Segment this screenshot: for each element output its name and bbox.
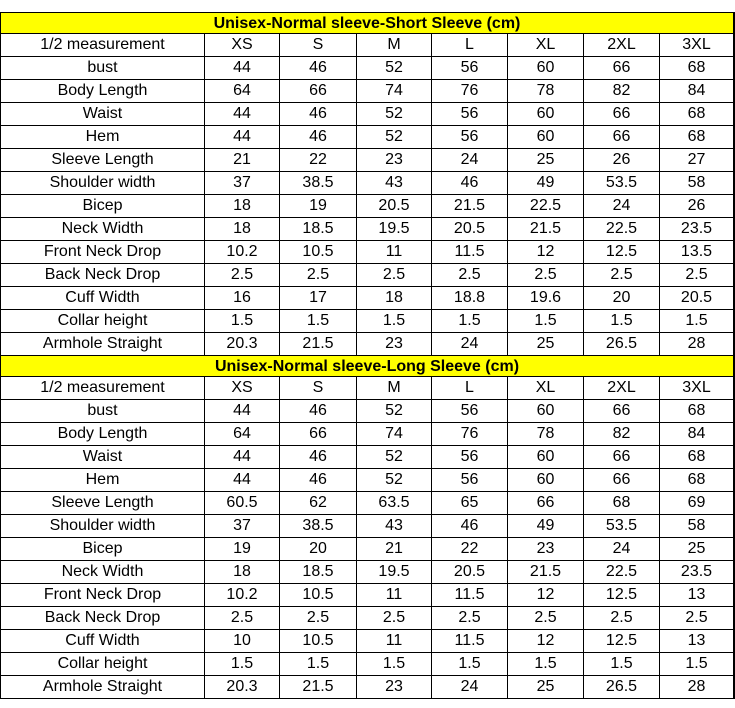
measurement-value-cell: 76 xyxy=(431,80,507,102)
measurement-value-cell: 21.5 xyxy=(431,195,507,217)
measurement-row xyxy=(0,584,735,607)
measurement-value-cell: 1.5 xyxy=(507,310,583,332)
measurement-value-cell: 1.5 xyxy=(431,653,507,675)
measurement-row xyxy=(0,446,735,469)
measurement-label-cell: Body Length xyxy=(0,80,204,102)
size-header-cell: 3XL xyxy=(659,34,735,56)
measurement-value-cell: 11.5 xyxy=(431,584,507,606)
measurement-value-cell: 58 xyxy=(659,172,735,194)
measurement-value-cell: 68 xyxy=(659,469,735,491)
measurement-row xyxy=(0,561,735,584)
measurement-value-cell: 66 xyxy=(583,57,659,79)
measurement-value-cell: 21.5 xyxy=(507,561,583,583)
measurement-value-cell: 78 xyxy=(507,80,583,102)
measurement-value-cell: 19.5 xyxy=(356,218,431,240)
measurement-value-cell: 20.3 xyxy=(204,333,279,355)
measurement-value-cell: 60 xyxy=(507,57,583,79)
measurement-value-cell: 2.5 xyxy=(659,264,735,286)
measurement-value-cell: 52 xyxy=(356,469,431,491)
measurement-row xyxy=(0,630,735,653)
measurement-value-cell: 84 xyxy=(659,423,735,445)
measurement-value-cell: 19 xyxy=(204,538,279,560)
measurement-row xyxy=(0,310,735,333)
measurement-value-cell: 43 xyxy=(356,515,431,537)
measurement-row xyxy=(0,423,735,446)
measurement-value-cell: 46 xyxy=(279,103,356,125)
measurement-row xyxy=(0,241,735,264)
size-header-cell: S xyxy=(279,34,356,56)
measurement-value-cell: 23 xyxy=(356,149,431,171)
size-header-cell: 2XL xyxy=(583,34,659,56)
measurement-value-cell: 11 xyxy=(356,241,431,263)
measurement-value-cell: 18 xyxy=(204,561,279,583)
measurement-value-cell: 1.5 xyxy=(204,310,279,332)
measurement-label-cell: Back Neck Drop xyxy=(0,264,204,286)
measurement-header-cell: 1/2 measurement xyxy=(0,377,204,399)
measurement-label-cell: Cuff Width xyxy=(0,287,204,309)
measurement-value-cell: 46 xyxy=(279,126,356,148)
measurement-label-cell: Cuff Width xyxy=(0,630,204,652)
measurement-value-cell: 13 xyxy=(659,584,735,606)
measurement-value-cell: 82 xyxy=(583,80,659,102)
measurement-value-cell: 2.5 xyxy=(204,264,279,286)
measurement-label-cell: Armhole Straight xyxy=(0,333,204,355)
measurement-value-cell: 19.5 xyxy=(356,561,431,583)
measurement-value-cell: 46 xyxy=(279,469,356,491)
measurement-value-cell: 25 xyxy=(659,538,735,560)
measurement-value-cell: 56 xyxy=(431,446,507,468)
measurement-value-cell: 21.5 xyxy=(507,218,583,240)
measurement-value-cell: 2.5 xyxy=(431,607,507,629)
measurement-value-cell: 63.5 xyxy=(356,492,431,514)
measurement-value-cell: 1.5 xyxy=(279,653,356,675)
measurement-value-cell: 68 xyxy=(659,103,735,125)
measurement-value-cell: 66 xyxy=(279,423,356,445)
measurement-value-cell: 24 xyxy=(583,538,659,560)
measurement-value-cell: 44 xyxy=(204,400,279,422)
measurement-value-cell: 56 xyxy=(431,57,507,79)
measurement-value-cell: 60 xyxy=(507,126,583,148)
measurement-value-cell: 23.5 xyxy=(659,218,735,240)
measurement-value-cell: 11.5 xyxy=(431,630,507,652)
measurement-value-cell: 44 xyxy=(204,57,279,79)
measurement-value-cell: 18 xyxy=(204,218,279,240)
measurement-value-cell: 24 xyxy=(431,333,507,355)
measurement-value-cell: 68 xyxy=(659,446,735,468)
measurement-value-cell: 2.5 xyxy=(583,607,659,629)
measurement-label-cell: Shoulder width xyxy=(0,515,204,537)
measurement-value-cell: 2.5 xyxy=(279,607,356,629)
measurement-value-cell: 27 xyxy=(659,149,735,171)
measurement-label-cell: Waist xyxy=(0,446,204,468)
measurement-value-cell: 46 xyxy=(279,446,356,468)
measurement-value-cell: 64 xyxy=(204,80,279,102)
measurement-label-cell: Bicep xyxy=(0,538,204,560)
measurement-row xyxy=(0,538,735,561)
measurement-label-cell: Collar height xyxy=(0,653,204,675)
measurement-value-cell: 20.5 xyxy=(659,287,735,309)
measurement-value-cell: 20 xyxy=(279,538,356,560)
size-header-cell: 2XL xyxy=(583,377,659,399)
measurement-value-cell: 58 xyxy=(659,515,735,537)
measurement-value-cell: 56 xyxy=(431,103,507,125)
measurement-value-cell: 66 xyxy=(583,103,659,125)
measurement-value-cell: 12 xyxy=(507,584,583,606)
measurement-value-cell: 22 xyxy=(431,538,507,560)
measurement-value-cell: 13.5 xyxy=(659,241,735,263)
measurement-value-cell: 1.5 xyxy=(507,653,583,675)
measurement-value-cell: 12 xyxy=(507,630,583,652)
measurement-value-cell: 21.5 xyxy=(279,676,356,698)
measurement-value-cell: 44 xyxy=(204,469,279,491)
measurement-value-cell: 24 xyxy=(431,149,507,171)
measurement-value-cell: 53.5 xyxy=(583,515,659,537)
measurement-value-cell: 20 xyxy=(583,287,659,309)
measurement-value-cell: 22.5 xyxy=(583,561,659,583)
measurement-value-cell: 52 xyxy=(356,57,431,79)
measurement-value-cell: 65 xyxy=(431,492,507,514)
size-chart-sheet xyxy=(0,12,735,699)
measurement-label-cell: bust xyxy=(0,57,204,79)
measurement-value-cell: 74 xyxy=(356,80,431,102)
measurement-value-cell: 2.5 xyxy=(507,607,583,629)
measurement-value-cell: 2.5 xyxy=(507,264,583,286)
short-sleeve-table-title: Unisex-Normal sleeve-Short Sleeve (cm) xyxy=(0,13,735,34)
measurement-value-cell: 53.5 xyxy=(583,172,659,194)
measurement-value-cell: 18 xyxy=(204,195,279,217)
measurement-row xyxy=(0,676,735,699)
measurement-value-cell: 2.5 xyxy=(356,264,431,286)
measurement-value-cell: 1.5 xyxy=(583,310,659,332)
measurement-value-cell: 10.5 xyxy=(279,241,356,263)
measurement-value-cell: 19.6 xyxy=(507,287,583,309)
measurement-value-cell: 28 xyxy=(659,676,735,698)
measurement-value-cell: 12.5 xyxy=(583,241,659,263)
measurement-value-cell: 10.5 xyxy=(279,584,356,606)
measurement-value-cell: 26.5 xyxy=(583,676,659,698)
measurement-value-cell: 21.5 xyxy=(279,333,356,355)
size-header-cell: L xyxy=(431,377,507,399)
measurement-value-cell: 18.5 xyxy=(279,561,356,583)
measurement-row xyxy=(0,400,735,423)
measurement-value-cell: 11 xyxy=(356,630,431,652)
measurement-value-cell: 66 xyxy=(583,400,659,422)
measurement-label-cell: bust xyxy=(0,400,204,422)
measurement-value-cell: 44 xyxy=(204,103,279,125)
measurement-label-cell: Neck Width xyxy=(0,561,204,583)
short-sleeve-table xyxy=(0,34,735,356)
measurement-value-cell: 19 xyxy=(279,195,356,217)
size-header-cell: S xyxy=(279,377,356,399)
measurement-value-cell: 26 xyxy=(583,149,659,171)
measurement-value-cell: 1.5 xyxy=(204,653,279,675)
measurement-value-cell: 1.5 xyxy=(659,310,735,332)
measurement-value-cell: 11.5 xyxy=(431,241,507,263)
measurement-row xyxy=(0,607,735,630)
measurement-value-cell: 18.8 xyxy=(431,287,507,309)
size-header-cell: M xyxy=(356,34,431,56)
measurement-value-cell: 1.5 xyxy=(279,310,356,332)
measurement-value-cell: 46 xyxy=(431,172,507,194)
measurement-value-cell: 52 xyxy=(356,103,431,125)
measurement-row xyxy=(0,287,735,310)
measurement-row xyxy=(0,218,735,241)
measurement-value-cell: 78 xyxy=(507,423,583,445)
measurement-value-cell: 76 xyxy=(431,423,507,445)
measurement-value-cell: 46 xyxy=(279,57,356,79)
measurement-value-cell: 37 xyxy=(204,515,279,537)
measurement-value-cell: 17 xyxy=(279,287,356,309)
measurement-value-cell: 25 xyxy=(507,333,583,355)
measurement-value-cell: 66 xyxy=(279,80,356,102)
measurement-value-cell: 46 xyxy=(431,515,507,537)
measurement-value-cell: 22.5 xyxy=(583,218,659,240)
measurement-label-cell: Hem xyxy=(0,469,204,491)
measurement-row xyxy=(0,172,735,195)
measurement-value-cell: 2.5 xyxy=(279,264,356,286)
measurement-value-cell: 66 xyxy=(583,446,659,468)
measurement-value-cell: 22.5 xyxy=(507,195,583,217)
long-sleeve-table-title: Unisex-Normal sleeve-Long Sleeve (cm) xyxy=(0,356,735,377)
measurement-value-cell: 22 xyxy=(279,149,356,171)
measurement-row xyxy=(0,515,735,538)
measurement-value-cell: 25 xyxy=(507,676,583,698)
size-header-cell: XS xyxy=(204,34,279,56)
measurement-value-cell: 2.5 xyxy=(431,264,507,286)
measurement-value-cell: 66 xyxy=(507,492,583,514)
measurement-value-cell: 11 xyxy=(356,584,431,606)
measurement-value-cell: 56 xyxy=(431,400,507,422)
measurement-value-cell: 10 xyxy=(204,630,279,652)
measurement-value-cell: 49 xyxy=(507,172,583,194)
measurement-value-cell: 1.5 xyxy=(356,653,431,675)
measurement-row xyxy=(0,333,735,356)
measurement-label-cell: Back Neck Drop xyxy=(0,607,204,629)
measurement-value-cell: 2.5 xyxy=(659,607,735,629)
measurement-row xyxy=(0,103,735,126)
size-header-cell: XS xyxy=(204,377,279,399)
measurement-value-cell: 2.5 xyxy=(204,607,279,629)
measurement-row xyxy=(0,264,735,287)
measurement-row xyxy=(0,126,735,149)
measurement-value-cell: 37 xyxy=(204,172,279,194)
measurement-value-cell: 1.5 xyxy=(659,653,735,675)
measurement-value-cell: 62 xyxy=(279,492,356,514)
measurement-value-cell: 10.2 xyxy=(204,241,279,263)
measurement-value-cell: 18.5 xyxy=(279,218,356,240)
measurement-label-cell: Collar height xyxy=(0,310,204,332)
measurement-row xyxy=(0,149,735,172)
measurement-label-cell: Front Neck Drop xyxy=(0,584,204,606)
measurement-row xyxy=(0,492,735,515)
measurement-value-cell: 25 xyxy=(507,149,583,171)
measurement-value-cell: 52 xyxy=(356,400,431,422)
measurement-value-cell: 69 xyxy=(659,492,735,514)
measurement-value-cell: 49 xyxy=(507,515,583,537)
measurement-value-cell: 28 xyxy=(659,333,735,355)
measurement-label-cell: Sleeve Length xyxy=(0,149,204,171)
measurement-value-cell: 52 xyxy=(356,446,431,468)
measurement-value-cell: 20.5 xyxy=(431,561,507,583)
measurement-value-cell: 56 xyxy=(431,126,507,148)
measurement-value-cell: 1.5 xyxy=(431,310,507,332)
measurement-value-cell: 60.5 xyxy=(204,492,279,514)
measurement-value-cell: 60 xyxy=(507,400,583,422)
measurement-value-cell: 38.5 xyxy=(279,515,356,537)
measurement-value-cell: 12 xyxy=(507,241,583,263)
measurement-value-cell: 56 xyxy=(431,469,507,491)
measurement-value-cell: 10.5 xyxy=(279,630,356,652)
size-header-cell: XL xyxy=(507,34,583,56)
measurement-value-cell: 18 xyxy=(356,287,431,309)
measurement-value-cell: 23.5 xyxy=(659,561,735,583)
measurement-value-cell: 44 xyxy=(204,446,279,468)
measurement-value-cell: 68 xyxy=(659,400,735,422)
measurement-value-cell: 64 xyxy=(204,423,279,445)
measurement-value-cell: 16 xyxy=(204,287,279,309)
measurement-value-cell: 21 xyxy=(204,149,279,171)
measurement-value-cell: 24 xyxy=(583,195,659,217)
measurement-label-cell: Hem xyxy=(0,126,204,148)
measurement-value-cell: 23 xyxy=(507,538,583,560)
measurement-row xyxy=(0,653,735,676)
measurement-label-cell: Waist xyxy=(0,103,204,125)
measurement-value-cell: 2.5 xyxy=(356,607,431,629)
measurement-value-cell: 2.5 xyxy=(583,264,659,286)
measurement-value-cell: 44 xyxy=(204,126,279,148)
long-sleeve-table xyxy=(0,377,735,699)
measurement-value-cell: 26.5 xyxy=(583,333,659,355)
measurement-value-cell: 38.5 xyxy=(279,172,356,194)
measurement-label-cell: Sleeve Length xyxy=(0,492,204,514)
measurement-value-cell: 20.5 xyxy=(356,195,431,217)
measurement-label-cell: Armhole Straight xyxy=(0,676,204,698)
measurement-value-cell: 60 xyxy=(507,103,583,125)
measurement-value-cell: 20.5 xyxy=(431,218,507,240)
measurement-value-cell: 13 xyxy=(659,630,735,652)
size-header-cell: 3XL xyxy=(659,377,735,399)
measurement-value-cell: 82 xyxy=(583,423,659,445)
measurement-value-cell: 60 xyxy=(507,469,583,491)
measurement-value-cell: 43 xyxy=(356,172,431,194)
measurement-value-cell: 1.5 xyxy=(356,310,431,332)
measurement-value-cell: 10.2 xyxy=(204,584,279,606)
size-header-cell: L xyxy=(431,34,507,56)
measurement-label-cell: Front Neck Drop xyxy=(0,241,204,263)
size-header-cell: XL xyxy=(507,377,583,399)
measurement-label-cell: Body Length xyxy=(0,423,204,445)
measurement-value-cell: 60 xyxy=(507,446,583,468)
measurement-value-cell: 1.5 xyxy=(583,653,659,675)
measurement-value-cell: 74 xyxy=(356,423,431,445)
measurement-value-cell: 52 xyxy=(356,126,431,148)
measurement-value-cell: 26 xyxy=(659,195,735,217)
measurement-value-cell: 24 xyxy=(431,676,507,698)
measurement-value-cell: 20.3 xyxy=(204,676,279,698)
measurement-value-cell: 68 xyxy=(659,57,735,79)
measurement-value-cell: 84 xyxy=(659,80,735,102)
measurement-row xyxy=(0,57,735,80)
measurement-value-cell: 66 xyxy=(583,469,659,491)
measurement-header-cell: 1/2 measurement xyxy=(0,34,204,56)
measurement-label-cell: Shoulder width xyxy=(0,172,204,194)
measurement-value-cell: 12.5 xyxy=(583,584,659,606)
measurement-label-cell: Bicep xyxy=(0,195,204,217)
measurement-row xyxy=(0,469,735,492)
size-header-row xyxy=(0,377,735,400)
measurement-value-cell: 46 xyxy=(279,400,356,422)
measurement-value-cell: 23 xyxy=(356,333,431,355)
measurement-row xyxy=(0,195,735,218)
measurement-value-cell: 68 xyxy=(659,126,735,148)
measurement-row xyxy=(0,80,735,103)
size-header-cell: M xyxy=(356,377,431,399)
measurement-value-cell: 21 xyxy=(356,538,431,560)
size-header-row xyxy=(0,34,735,57)
measurement-value-cell: 12.5 xyxy=(583,630,659,652)
measurement-label-cell: Neck Width xyxy=(0,218,204,240)
measurement-value-cell: 23 xyxy=(356,676,431,698)
measurement-value-cell: 66 xyxy=(583,126,659,148)
measurement-value-cell: 68 xyxy=(583,492,659,514)
